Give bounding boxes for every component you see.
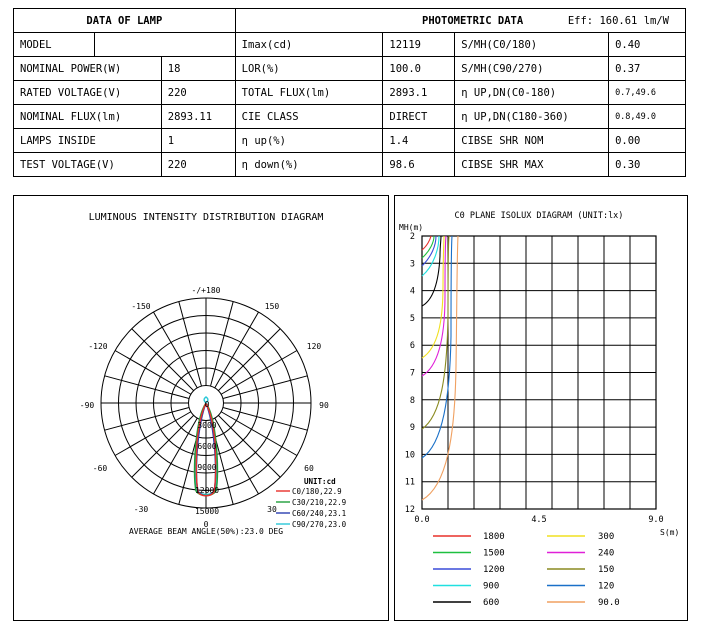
row-label: CIBSE SHR MAX (455, 153, 609, 177)
polar-unit: UNIT:cd (304, 477, 336, 486)
polar-diagram (14, 196, 388, 620)
isolux-y-tick: 2 (409, 232, 415, 242)
table-row (14, 81, 686, 105)
isolux-legend-label: 240 (598, 548, 615, 559)
lamp-data-table (13, 8, 686, 177)
row-value (94, 33, 235, 57)
polar-legend-label: C30/210,22.9 (292, 498, 347, 507)
isolux-y-tick: 3 (409, 259, 415, 270)
row-label: NOMINAL POWER(W) (14, 57, 162, 81)
angle-label-p90: 90 (319, 401, 329, 410)
row-value: 0.8,49.0 (609, 105, 686, 129)
isolux-y-ticks (405, 232, 415, 515)
row-label: LOR(%) (235, 57, 383, 81)
polar-spoke (132, 329, 194, 391)
row-value: 98.6 (383, 153, 455, 177)
angle-label-m120: -120 (88, 342, 108, 351)
ring-label-6000: 6000 (197, 442, 217, 451)
angle-label-p30: 30 (267, 505, 277, 514)
lamp-data-title: DATA OF LAMP (14, 9, 236, 33)
polar-spoke (223, 376, 308, 399)
angle-label-m90: -90 (79, 401, 95, 410)
isolux-legend-label: 900 (483, 581, 500, 592)
row-label: LAMPS INSIDE (14, 129, 162, 153)
isolux-legend-label: 600 (483, 598, 500, 608)
angle-label-p150: 150 (264, 302, 280, 311)
isolux-legend-label: 1200 (483, 565, 505, 575)
angle-label-180: -/+180 (191, 286, 221, 295)
table-row (14, 129, 686, 153)
row-label: S/MH(C90/270) (455, 57, 609, 81)
angle-label-m30: -30 (133, 505, 149, 514)
polar-spoke (105, 376, 190, 399)
isolux-legend (433, 532, 620, 608)
isolux-curve-90 (422, 236, 458, 500)
polar-spoke (211, 302, 234, 387)
isolux-legend-label: 120 (598, 581, 615, 592)
ring-label-12000: 12000 (194, 486, 220, 495)
isolux-y-tick: 12 (404, 505, 415, 515)
isolux-legend-label: 150 (598, 565, 615, 575)
isolux-title: C0 PLANE ISOLUX DIAGRAM (UNIT:lx) (454, 211, 624, 221)
isolux-legend-label: 1500 (483, 548, 505, 559)
row-value: 0.40 (609, 33, 686, 57)
row-label: MODEL (14, 33, 95, 57)
isolux-y-tick: 9 (409, 423, 415, 434)
row-label: CIE CLASS (235, 105, 383, 129)
angle-label-p60: 60 (304, 464, 314, 473)
row-value: 100.0 (383, 57, 455, 81)
polar-spoke (223, 408, 308, 431)
angle-label-m60: -60 (92, 464, 108, 473)
ring-label-3000: 3000 (197, 421, 217, 430)
isolux-legend-label: 300 (598, 532, 615, 542)
row-value: 1.4 (383, 129, 455, 153)
row-label: S/MH(C0/180) (455, 33, 609, 57)
row-value: 2893.1 (383, 81, 455, 105)
isolux-x-tick: 4.5 (531, 515, 547, 525)
row-value: 220 (161, 81, 235, 105)
polar-spoke (218, 329, 280, 391)
isolux-y-tick: 5 (409, 313, 415, 324)
angle-label-p120: 120 (306, 342, 322, 351)
polar-spoke (105, 408, 190, 431)
beam-angle-text: AVERAGE BEAM ANGLE(50%):23.0 DEG (128, 527, 284, 536)
isolux-diagram (395, 196, 687, 620)
row-value: 220 (161, 153, 235, 177)
isolux-y-tick: 11 (404, 477, 415, 488)
row-value: 0.30 (609, 153, 686, 177)
row-value: 2893.11 (161, 105, 235, 129)
isolux-y-tick: 10 (404, 450, 415, 461)
row-value: 12119 (383, 33, 455, 57)
row-label: η up(%) (235, 129, 383, 153)
angle-label-m150: -150 (131, 302, 151, 311)
row-value: DIRECT (383, 105, 455, 129)
isolux-legend-label: 1800 (483, 532, 505, 542)
polar-title: LUMINOUS INTENSITY DISTRIBUTION DIAGRAM (88, 212, 324, 223)
table-row (14, 105, 686, 129)
row-label: η UP,DN(C180-360) (455, 105, 609, 129)
photometric-header (235, 9, 685, 33)
isolux-diagram-panel (394, 195, 688, 621)
polar-legend-label: C90/270,23.0 (292, 520, 347, 529)
row-label: η down(%) (235, 153, 383, 177)
isolux-legend-label: 90.0 (598, 598, 620, 608)
ring-label-0: 0 (204, 400, 210, 409)
isolux-y-tick: 8 (409, 395, 415, 406)
ring-label-15000: 15000 (194, 507, 220, 516)
photometric-title: PHOTOMETRIC DATA (422, 14, 524, 27)
isolux-x-tick: 0.0 (414, 515, 430, 525)
isolux-curve-1500 (422, 236, 434, 258)
polar-legend-label: C60/240,23.1 (292, 509, 347, 518)
row-label: RATED VOLTAGE(V) (14, 81, 162, 105)
row-label: TEST VOLTAGE(V) (14, 153, 162, 177)
polar-legend-label: C0/180,22.9 (292, 487, 342, 496)
isolux-curve-1800 (422, 236, 431, 250)
table-row (14, 57, 686, 81)
row-label: CIBSE SHR NOM (455, 129, 609, 153)
polar-diagram-panel (13, 195, 389, 621)
row-value: 1 (161, 129, 235, 153)
row-label: TOTAL FLUX(lm) (235, 81, 383, 105)
isolux-y-tick: 4 (409, 286, 415, 297)
row-value: 0.00 (609, 129, 686, 153)
row-label: Imax(cd) (235, 33, 383, 57)
table-row (14, 33, 686, 57)
angle-label-0: 0 (203, 520, 209, 529)
isolux-curves (422, 236, 458, 500)
isolux-y-tick: 7 (409, 368, 415, 379)
table-header-row (14, 9, 686, 33)
row-value: 0.37 (609, 57, 686, 81)
polar-legend (276, 487, 347, 529)
polar-spoke (132, 415, 194, 477)
polar-spoke (218, 415, 280, 477)
row-value: 18 (161, 57, 235, 81)
isolux-x-label: S(m) (660, 528, 680, 537)
row-value: 0.7,49.6 (609, 81, 686, 105)
table-row (14, 153, 686, 177)
ring-label-9000: 9000 (197, 463, 217, 472)
isolux-x-tick: 9.0 (648, 515, 664, 525)
isolux-x-ticks (414, 515, 663, 525)
row-label: η UP,DN(C0-180) (455, 81, 609, 105)
efficiency-value: Eff: 160.61 lm/W (567, 14, 669, 27)
isolux-y-tick: 6 (409, 341, 415, 352)
polar-spoke (179, 302, 202, 387)
row-label: NOMINAL FLUX(lm) (14, 105, 162, 129)
isolux-y-label: MH(m) (399, 223, 424, 232)
